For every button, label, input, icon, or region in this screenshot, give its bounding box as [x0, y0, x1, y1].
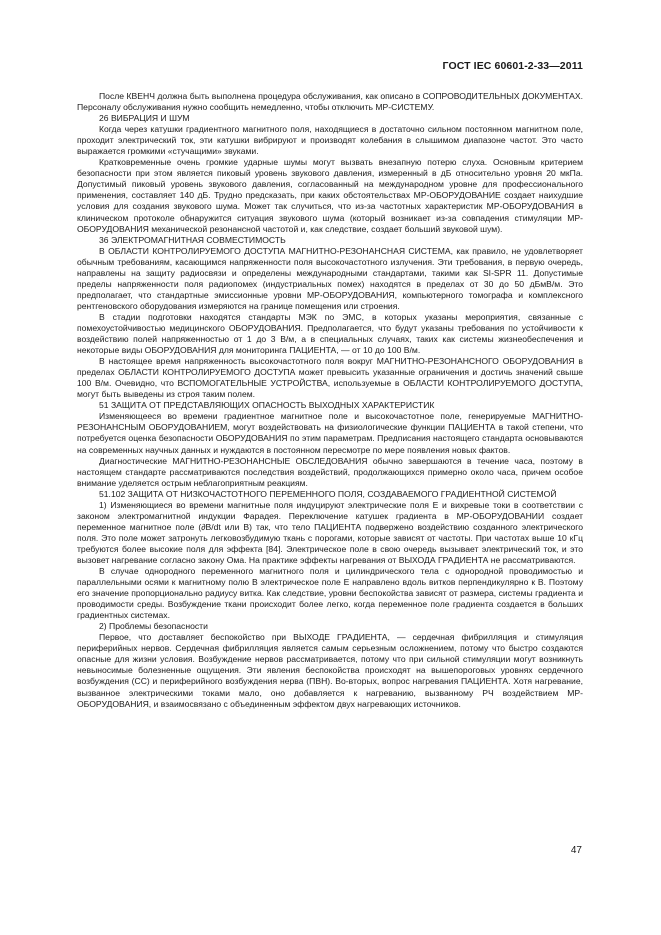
paragraph-physiological-effects: Изменяющееся во времени градиентное магнитное поле и высокочастотное поле, генерируемые МАГНИТНО-РЕЗОНАНСНЫМ ОБОРУДОВАНИЕМ, могут воздействовать на физиологические функции ПАЦИЕНТА в такой степени, что потребуется оценка безопасности ОБОРУДОВАНИЯ по этим параметрам. Предписания настоящего стандарта основываются на современных научных данных и нуждаются в постоянном пересмотре по мере появления новых фактов.: [77, 411, 583, 455]
paragraph-iec-emc-standards: В стадии подготовки находятся стандарты МЭК по ЭМС, в которых указаны мероприятия, связанные с помехоустойчивостью медицинского ОБОРУДОВАНИЯ. Предполагается, что будут указаны требования по устойчивости к воздействию полей напряженностью от 1 до 3 В/м, а в специальных случаях, таких как системы жизнеобеспечения и некоторые виды ОБОРУДОВАНИЯ для мониторинга ПАЦИЕНТА, — от 10 до 100 В/м.: [77, 311, 583, 356]
paragraph-cardiac-fibrillation: Первое, что доставляет беспокойство при ВЫХОДЕ ГРАДИЕНТА, — сердечная фибрилляция и стимуляция периферийных нервов. Сердечная фибрилляция является самым серьезным осложнением, потому что быстро создаются опасные для жизни условия. Возбуждение нервов рассматривается, потому что при сильной стимуляции могут возникнуть невыносимые болезненные ощущения. Эти явления беспокойства происходят на вышепороговых уровнях сердечного возбуждения (СС) и периферийного возбуждения нерва (ПВН). Во-вторых, вопрос нагревания ПАЦИЕНТА. Хотя нагревание, вызванное электрическими токами мало, оно добавляется к нагреванию, вызванному РЧ воздействием МР-ОБОРУДОВАНИЯ, и взаимосвязано с объединенным эффектом двух нагревающих источников.: [77, 632, 583, 709]
paragraph-quench-service: После КВЕНЧ должна быть выполнена процедура обслуживания, как описано в СОПРОВОДИТЕЛЬНЫХ ДОКУМЕНТАХ. Персоналу обслуживания нужно сообщить немедленно, чтобы отключить МР-СИСТЕМУ.: [77, 91, 583, 113]
document-body: [77, 91, 583, 710]
standard-header: ГОСТ IEC 60601-2-33—2011: [442, 60, 583, 72]
section-heading-hazardous-output: 51 ЗАЩИТА ОТ ПРЕДСТАВЛЯЮЩИХ ОПАСНОСТЬ ВЫХОДНЫХ ХАРАКТЕРИСТИК: [99, 400, 435, 411]
section-heading-emc: 36 ЭЛЕКТРОМАГНИТНАЯ СОВМЕСТИМОСТЬ: [99, 234, 286, 245]
paragraph-rf-field-strength: В настоящее время напряженность высокочастотного поля вокруг МАГНИТНО-РЕЗОНАНСНОГО ОБОРУДОВАНИЯ в пределах ОБЛАСТИ КОНТРОЛИРУЕМОГО ДОСТУПА может превысить указанные ограничения и достичь значений свыше 100 В/м. Очевидно, что ВСПОМОГАТЕЛЬНЫЕ УСТРОЙСТВА, используемые в ОБЛАСТИ КОНТРОЛИРУЕМОГО ДОСТУПА, могут быть выведены из строя таким полем.: [77, 356, 583, 400]
paragraph-cylindrical-body: В случае однородного переменного магнитного поля и цилиндрического тела с однородной проводимостью и параллельными осями к магнитному полю B электрическое поле E направлено вдоль витков перпендикулярно к B. Поэтому его значение пропорционально радиусу витка. Как следствие, уровни беспокойства зависят от размера, системы градиента и проводимости среды. Возбуждение ткани происходит более легко, когда переменное поле градиента создается в больших градиентных системах.: [77, 566, 583, 621]
section-heading-vibration-noise: 26 ВИБРАЦИЯ И ШУМ: [99, 113, 190, 124]
paragraph-impulse-noise: Кратковременные очень громкие ударные шумы могут вызвать внезапную потерю слуха. Основным критерием безопасности при этом является пиковый уровень звукового давления, измеренный в дБ относительно уровня 20 мкПа. Допустимый пиковый уровень звукового давления, согласованный на международном уровне для профессионального применения, составляет 140 дБ. Трудно предсказать, при каких обстоятельствах МР-ОБОРУДОВАНИЕ создает наихудшие условия для создания звукового шума. Может так случиться, что из-за частотных характеристик МР-ОБОРУДОВАНИЯ в клиническом протоколе обнаружится ситуация звукового шума (который возникает из-за совпадения стимуляции МР-ОБОРУДОВАНИЯ механической резонансной частотой и, как следствие, создает больший звуковой шум).: [77, 157, 583, 234]
section-heading-low-frequency-field: 51.102 ЗАЩИТА ОТ НИЗКОЧАСТОТНОГО ПЕРЕМЕННОГО ПОЛЯ, СОЗДАВАЕМОГО ГРАДИЕНТНОЙ СИСТЕМОЙ: [99, 488, 557, 499]
paragraph-controlled-access-area: В ОБЛАСТИ КОНТРОЛИРУЕМОГО ДОСТУПА МАГНИТНО-РЕЗОНАНСНАЯ СИСТЕМА, как правило, не удовлетворяет обычным требованиям, касающимся напряженности поля высокочастотного излучения. Эти требования, в первую очередь, направлены на защиту радиосвязи и определены международными стандартами, такими как SI-SPR 11. Допустимые пределы напряженности поля радиопомех (индустриальных помех) находятся в пределах от 30 до 50 дБмВ/м. Это предполагает, что стандартные эмиссионные уровни МР-ОБОРУДОВАНИЯ, компьютерного томографа и комплексного рентгеновского оборудования измеряются на границе помещения или строения.: [77, 245, 583, 311]
page-number: 47: [570, 845, 582, 856]
paragraph-faraday-induction: 1) Изменяющиеся во времени магнитные поля индуцируют электрические поля E и вихревые токи в соответствии с законом электромагнитной индукции Фарадея. Переключение катушек градиента в МР-ОБОРУДОВАНИИ создает переменное магнитное поле (∂B/dt или B) так, что тело ПАЦИЕНТА подвержено воздействию созданного электрического поля. Это поле может затронуть легковозбудимую ткань с порогами, которые зависят от частоты. При частотах выше 10 кГц требуются более высокие поля для эффекта [84]. Электрическое поле в свою очередь вызывает электрический ток, и это вызовет нагревание согласно закону Ома. На практике эффекты нагревания от ВЫХОДА ГРАДИЕНТА не рассматриваются.: [77, 499, 583, 565]
paragraph-gradient-vibration: Когда через катушки градиентного магнитного поля, находящиеся в достаточно сильном постоянном магнитном поле, проходит электрический ток, эти катушки вибрируют и производят колебания в слышимом диапазоне частот. Это часто выражается громкими «стучащими» звуками.: [77, 124, 583, 157]
subsection-heading-safety-issues: 2) Проблемы безопасности: [99, 621, 208, 632]
paragraph-examination-duration: Диагностические МАГНИТНО-РЕЗОНАНСНЫЕ ОБСЛЕДОВАНИЯ обычно завершаются в течение часа, поэтому в настоящем стандарте рассматриваются последствия воздействий, продолжающихся примерно около часа, причем особое внимание уделяется острым неблагоприятным реакциям.: [77, 455, 583, 488]
